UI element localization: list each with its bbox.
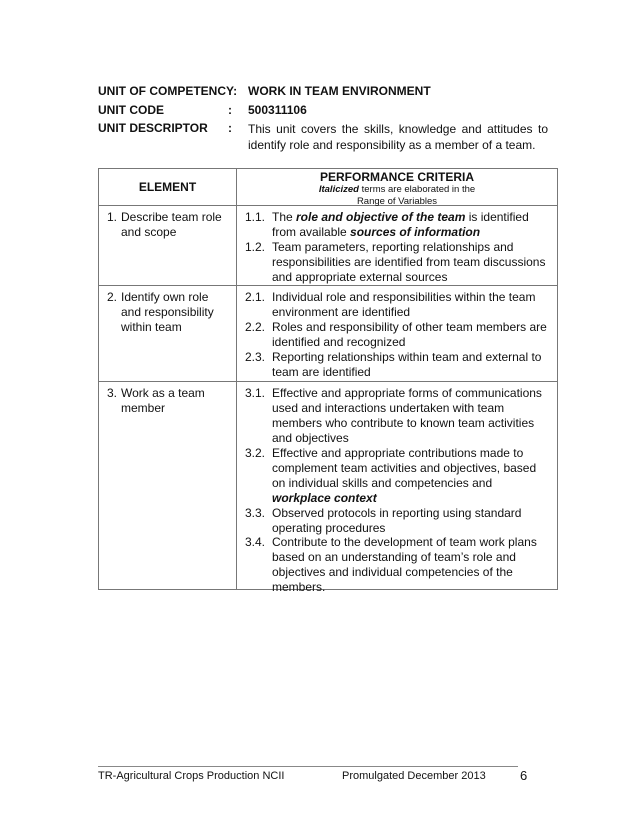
criterion-text: Effective and appropriate forms of communications used and interactions undertaken with team members who contribute to known team activities and objectives <box>272 386 542 445</box>
element-number: 3. <box>107 386 118 400</box>
code-value: 500311106 <box>248 103 307 117</box>
criterion-text: Reporting relationships within team and external to team are identified <box>272 350 542 379</box>
element-text: Describe team role and scope <box>121 210 222 239</box>
competency-table <box>98 168 558 594</box>
criterion-italic-term: sources of information <box>350 225 481 239</box>
element-number: 2. <box>107 290 118 304</box>
criterion-number: 2.3. <box>245 350 266 364</box>
criterion-number: 1.2. <box>245 240 266 254</box>
criterion-text-part: is identified from available <box>272 210 529 239</box>
competency-value: WORK IN TEAM ENVIRONMENT <box>248 84 431 98</box>
page-number: 6 <box>520 768 528 783</box>
descriptor-colon: : <box>228 121 232 135</box>
criterion-number: 3.4. <box>245 535 266 549</box>
criterion-text: Individual role and responsibilities within the team environment are identified <box>272 290 536 319</box>
criterion-number: 3.1. <box>245 386 266 400</box>
criterion-text: Roles and responsibility of other team members are identified and recognized <box>272 320 547 349</box>
footer-title: TR-Agricultural Crops Production NCII <box>98 770 285 782</box>
element-number: 1. <box>107 210 118 224</box>
criterion-number: 3.2. <box>245 446 266 460</box>
criterion-number: 2.2. <box>245 320 266 334</box>
criteria-header-italic: Italicized <box>318 184 359 195</box>
element-column-header: ELEMENT <box>138 180 197 194</box>
descriptor-value: This unit covers the skills, knowledge and attitudes to identify role and responsibility as a member of a team. <box>248 122 548 152</box>
criteria-header-note-rest: terms are elaborated in the <box>358 184 476 195</box>
criterion-italic-term: role and objective of the team <box>296 210 466 224</box>
code-colon: : <box>228 103 232 117</box>
footer-rule <box>98 766 518 767</box>
criterion-text-part: Effective and appropriate contributions made to complement team activities and objectives, based on individual skills and competencies and <box>272 446 537 490</box>
competency-label: UNIT OF COMPETENCY: <box>98 84 238 98</box>
element-text: Work as a team member <box>121 386 205 415</box>
element-text: Identify own role and responsibility within team <box>121 290 214 334</box>
row-divider-2 <box>99 381 557 382</box>
criterion-text-part: The <box>272 210 297 224</box>
criteria-header-title: PERFORMANCE CRITERIA <box>319 170 474 184</box>
column-divider <box>236 169 237 589</box>
criterion-text <box>272 446 552 506</box>
criterion-number: 1.1. <box>245 210 266 224</box>
criteria-column-header <box>237 171 557 208</box>
criterion-text: Contribute to the development of team work plans based on an understanding of team’s role and objectives and individual competencies of the members. <box>272 535 537 594</box>
criteria-header-note-line2: Range of Variables <box>356 196 438 207</box>
criterion-text <box>272 210 552 240</box>
code-label: UNIT CODE <box>98 103 164 117</box>
criteria-header-note <box>237 184 557 196</box>
criterion-text: Team parameters, reporting relationships and responsibilities are identified from team discussions and appropriate external sources <box>272 240 546 284</box>
descriptor-label: UNIT DESCRIPTOR <box>98 121 208 135</box>
footer-promulgated: Promulgated December 2013 <box>342 770 486 782</box>
criterion-italic-term: workplace context <box>272 491 377 505</box>
criterion-number: 3.3. <box>245 506 266 520</box>
criterion-text: Observed protocols in reporting using standard operating procedures <box>272 506 522 535</box>
row-divider-1 <box>99 285 557 286</box>
criterion-number: 2.1. <box>245 290 266 304</box>
